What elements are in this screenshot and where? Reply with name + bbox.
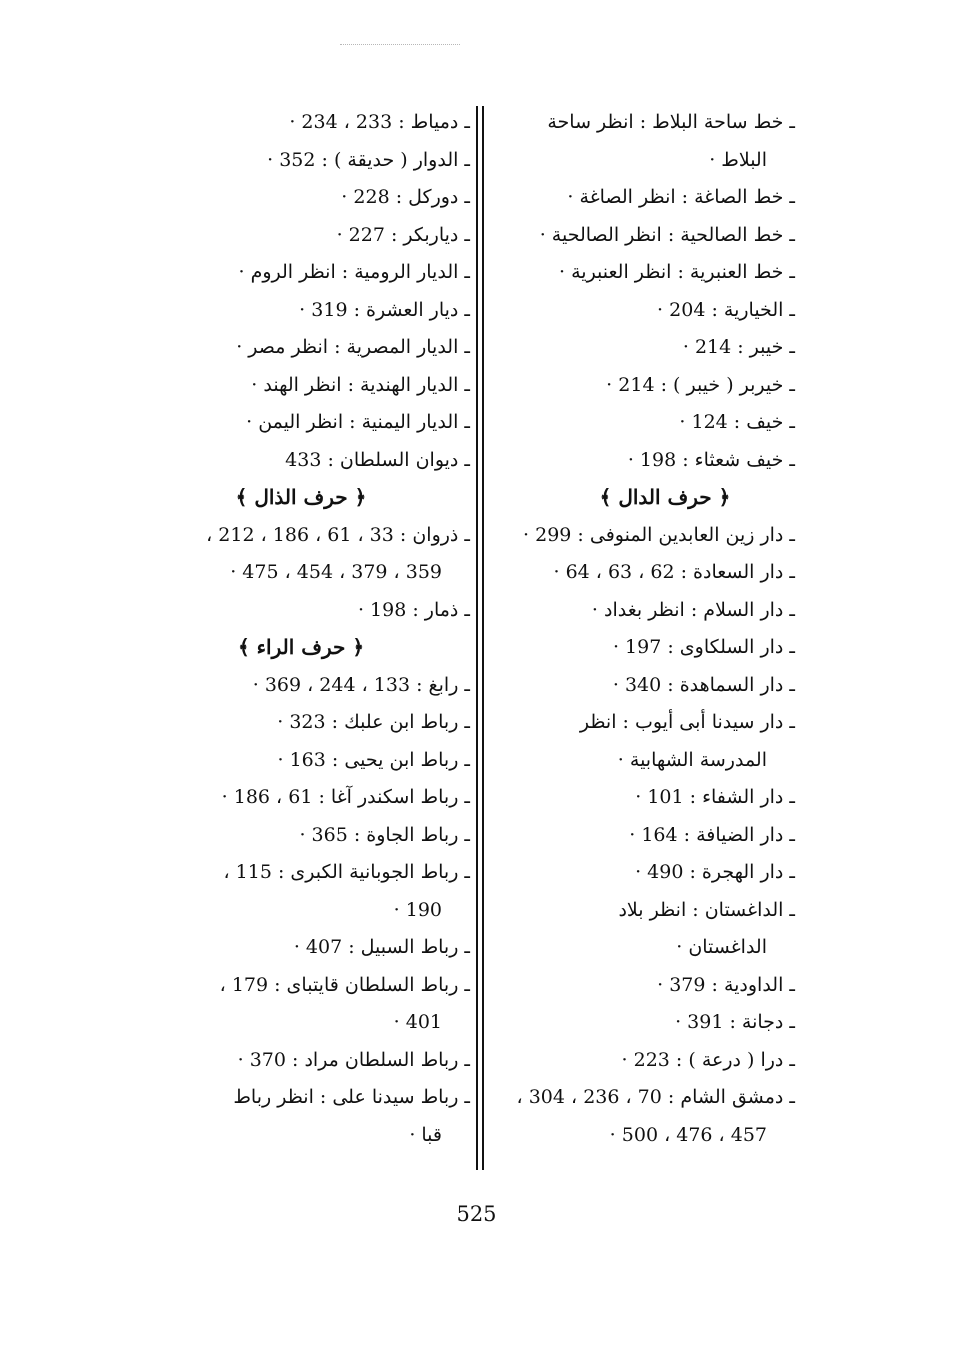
index-entry-continuation: 359 ، 379 ، 454 ، 475 · <box>230 561 442 583</box>
index-entry: ـ الدوار ( حديقة ) : 352 · <box>267 148 470 171</box>
index-entry: ـ رباط الجاوة : 365 · <box>299 823 470 846</box>
index-entry: ـ خيربر ( خيبر ) : 214 · <box>606 373 795 396</box>
section-header: ﴿ حرف الدال ﴾ <box>599 485 731 509</box>
index-entry: ـ دمياط : 233 ، 234 · <box>289 111 470 133</box>
index-entry: ـ الداودية : 379 · <box>657 973 795 996</box>
section-header: ﴿ حرف الراء ﴾ <box>237 635 365 659</box>
index-entry: ـ خط الصالحية : انظر الصالحية · <box>539 223 795 246</box>
left-index-column <box>132 104 470 1154</box>
index-entry: ـ دار الضيافة : 164 · <box>629 823 795 846</box>
index-entry: ـ ديار العشرة : 319 · <box>299 298 470 321</box>
index-entry: ـ رابغ : 133 ، 244 ، 369 · <box>252 673 470 696</box>
section-header: ﴿ حرف الذال ﴾ <box>235 485 367 509</box>
index-entry: ـ الداغستان : انظر بلاد <box>618 898 795 921</box>
column-divider <box>476 106 478 1170</box>
index-entry: ـ دار السلام : انظر بغداد · <box>591 598 795 621</box>
index-entry: ـ الخيارية : 204 · <box>657 298 795 321</box>
index-entry: ـ درا ( درعة ) : 223 · <box>621 1048 795 1071</box>
index-entry: ـ دار السلكاوى : 197 · <box>612 636 795 658</box>
index-entry-continuation: قبا · <box>409 1123 442 1146</box>
index-entry: ـ رباط ابن يحيى : 163 · <box>277 748 470 771</box>
index-entry: ـ خيبر : 214 · <box>682 336 795 358</box>
column-divider <box>482 106 484 1170</box>
index-entry: ـ ذروان : 33 ، 61 ، 186 ، 212 ، <box>206 523 470 546</box>
index-entry: ـ رباط السبيل : 407 · <box>293 936 470 958</box>
index-entry: ـ الديار الرومية : انظر الروم · <box>238 261 470 283</box>
index-entry: ـ دار السعادة : 62 ، 63 ، 64 · <box>553 561 795 583</box>
index-entry: ـ خيف : 124 · <box>679 411 795 433</box>
index-entry: ـ دوركل : 228 · <box>341 186 470 208</box>
index-entry: ـ رباط الجوبانية الكبرى : 115 ، <box>223 861 470 883</box>
index-entry: ـ رباط السلطان مراد : 370 · <box>237 1048 470 1071</box>
index-entry: ـ دياربكر : 227 · <box>336 223 470 246</box>
index-entry-continuation: 457 ، 476 ، 500 · <box>609 1123 767 1146</box>
index-entry-continuation: الداغستان · <box>676 936 767 958</box>
index-entry: ـ خط ساحة البلاط : انظر ساحة <box>547 111 795 133</box>
index-entry: ـ دار الشفاء : 101 · <box>635 786 795 808</box>
index-entry: ـ رباط السلطان قايتباى : 179 ، <box>219 973 470 996</box>
index-entry: ـ ذمار : 198 · <box>357 598 470 621</box>
index-entry: ـ رباط اسكندر آغا : 61 ، 186 · <box>221 786 470 808</box>
index-entry-continuation: البلاط · <box>709 148 767 171</box>
index-entry: ـ دمشق الشام : 70 ، 236 ، 304 ، <box>516 1086 795 1108</box>
index-entry: ـ دار السماهدة : 340 · <box>612 673 795 696</box>
index-entry-continuation: 190 · <box>393 898 442 921</box>
index-entry-continuation: المدرسة الشهابية · <box>617 748 767 771</box>
index-entry: ـ ديوان السلطان : 433 <box>285 448 470 471</box>
index-entry-continuation: 401 · <box>393 1011 442 1033</box>
index-entry: ـ الديار اليمنية : انظر اليمن · <box>246 411 470 433</box>
index-entry: ـ دار الهجرة : 490 · <box>635 861 795 883</box>
right-index-column <box>495 104 795 1154</box>
page-number: 525 <box>456 1202 497 1226</box>
index-entry: ـ الديار المصرية : انظر مصر · <box>236 336 470 358</box>
index-entry: ـ الديار الهندية : انظر الهند · <box>251 373 470 396</box>
index-entry: ـ رباط سيدنا على : انظر رباط <box>233 1086 470 1108</box>
index-entry: ـ رباط ابن علبك : 323 · <box>277 711 470 733</box>
index-entry: ـ خط العنبرية : انظر العنبرية · <box>559 261 795 283</box>
index-entry: ـ دار سيدنا أبى أيوب : انظر <box>579 711 795 733</box>
index-entry: ـ خيف شعثاء : 198 · <box>627 448 795 471</box>
index-entry: ـ خط الصاغة : انظر الصاغة · <box>567 186 795 208</box>
index-entry: ـ دجانة : 391 · <box>675 1011 795 1033</box>
index-entry: ـ دار زين العابدين المنوفى : 299 · <box>523 523 795 546</box>
scan-artifact <box>340 44 460 49</box>
